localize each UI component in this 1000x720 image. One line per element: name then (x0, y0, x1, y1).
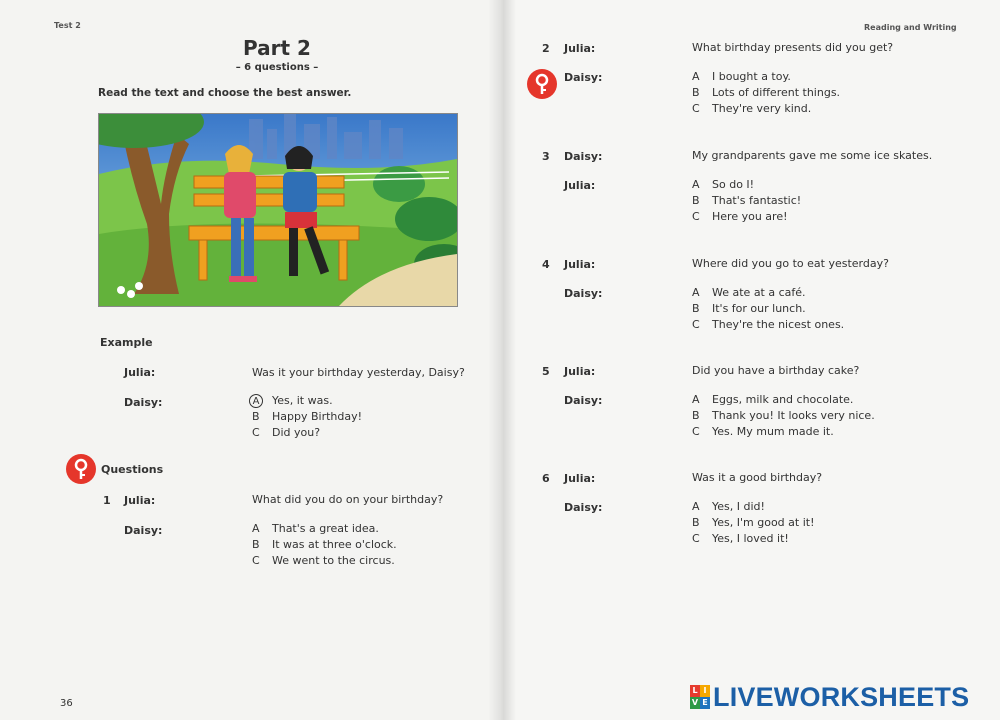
q1-prompt: What did you do on your birthday? (252, 493, 444, 506)
q4-speaker1: Julia: (564, 258, 596, 271)
questions-label: Questions (101, 463, 164, 476)
q1-options (252, 521, 397, 569)
option (252, 393, 362, 409)
q5-speaker2: Daisy: (564, 394, 603, 407)
section-header: Reading and Writing (864, 23, 957, 32)
question-number: 6 (542, 472, 550, 485)
q3-speaker1: Daisy: (564, 150, 603, 163)
q6-prompt: Was it a good birthday? (692, 471, 823, 484)
option-text: So do I! (712, 178, 755, 191)
badge-letter: I (700, 685, 710, 697)
badge-letter: L (690, 685, 700, 697)
option-text: I bought a toy. (712, 70, 791, 83)
option-letter: C (692, 102, 700, 115)
option-b[interactable] (692, 515, 814, 531)
option-text: We went to the circus. (272, 554, 395, 567)
option-c[interactable] (692, 101, 840, 117)
option-text: Happy Birthday! (272, 410, 363, 423)
option-text: They're very kind. (712, 102, 812, 115)
circled-answer-marker: A (249, 394, 263, 408)
question-number: 2 (542, 42, 550, 55)
option-letter: B (692, 194, 700, 207)
key-icon (66, 454, 96, 484)
q6-options (692, 499, 814, 547)
option-text: Yes. My mum made it. (712, 425, 834, 438)
option-letter: B (692, 86, 700, 99)
q1-speaker-daisy: Daisy: (124, 524, 163, 537)
option-a[interactable] (692, 177, 801, 193)
option-text: Thank you! It looks very nice. (712, 409, 875, 422)
q1-speaker-julia: Julia: (124, 494, 156, 507)
q6-speaker2: Daisy: (564, 501, 603, 514)
option-text: It's for our lunch. (712, 302, 806, 315)
part-subtitle: – 6 questions – (235, 62, 319, 73)
option-letter: B (692, 409, 700, 422)
logo-wordmark: LIVEWORKSHEETS (713, 681, 970, 712)
option-letter: C (692, 532, 700, 545)
option-letter: C (692, 210, 700, 223)
option-letter: A (692, 178, 700, 191)
option-b[interactable] (252, 537, 397, 553)
q2-prompt: What birthday presents did you get? (692, 41, 894, 54)
option-letter: B (252, 410, 260, 423)
question-number: 1 (103, 494, 111, 507)
test-header: Test 2 (54, 21, 81, 30)
option (252, 425, 362, 441)
key-icon (527, 69, 557, 99)
option-letter: A (692, 286, 700, 299)
option-letter: B (252, 538, 260, 551)
option-b[interactable] (692, 193, 801, 209)
park-scene-image (99, 114, 457, 306)
option-c[interactable] (692, 317, 844, 333)
option-a[interactable] (692, 69, 840, 85)
option-text: Yes, it was. (272, 394, 333, 407)
option-text: It was at three o'clock. (272, 538, 397, 551)
q3-options (692, 177, 801, 225)
option-b[interactable] (692, 301, 844, 317)
instruction-text: Read the text and choose the best answer. (98, 87, 352, 99)
option-b[interactable] (692, 408, 875, 424)
option-a[interactable] (692, 392, 875, 408)
q6-speaker1: Julia: (564, 472, 596, 485)
option-text: Here you are! (712, 210, 788, 223)
option-text: Yes, I did! (712, 500, 765, 513)
option-c[interactable] (692, 424, 875, 440)
option-c[interactable] (252, 553, 397, 569)
question-number: 4 (542, 258, 550, 271)
option-text: Did you? (272, 426, 321, 439)
option-letter: A (692, 500, 700, 513)
option (252, 409, 362, 425)
example-label: Example (100, 336, 153, 349)
option-text: That's fantastic! (712, 194, 802, 207)
question-number: 5 (542, 365, 550, 378)
right-page (502, 0, 1000, 720)
logo-badge (690, 685, 710, 709)
q2-speaker1: Julia: (564, 42, 596, 55)
example-speaker-julia: Julia: (124, 366, 156, 379)
option-text: Yes, I loved it! (712, 532, 789, 545)
q5-speaker1: Julia: (564, 365, 596, 378)
option-letter: C (252, 426, 260, 439)
option-letter: A (692, 70, 700, 83)
option-b[interactable] (692, 85, 840, 101)
option-letter: B (692, 302, 700, 315)
option-letter: B (692, 516, 700, 529)
option-text: They're the nicest ones. (712, 318, 845, 331)
example-speaker-daisy: Daisy: (124, 396, 163, 409)
option-c[interactable] (692, 209, 801, 225)
badge-letter: E (700, 697, 710, 709)
book-gutter (488, 0, 516, 720)
q5-prompt: Did you have a birthday cake? (692, 364, 860, 377)
option-text: We ate at a café. (712, 286, 806, 299)
option-letter: A (252, 522, 260, 535)
option-a[interactable] (692, 499, 814, 515)
q4-speaker2: Daisy: (564, 287, 603, 300)
option-text: Lots of different things. (712, 86, 841, 99)
option-text: That's a great idea. (272, 522, 379, 535)
option-letter: A (692, 393, 700, 406)
option-letter: C (692, 425, 700, 438)
example-question: Was it your birthday yesterday, Daisy? (252, 366, 465, 379)
q3-speaker2: Julia: (564, 179, 596, 192)
page-number: 36 (60, 698, 73, 709)
q2-options (692, 69, 840, 117)
option-letter: C (692, 318, 700, 331)
q5-options (692, 392, 875, 440)
option-text: Yes, I'm good at it! (712, 516, 815, 529)
option-text: Eggs, milk and chocolate. (712, 393, 854, 406)
option-a[interactable] (252, 521, 397, 537)
q4-prompt: Where did you go to eat yesterday? (692, 257, 889, 270)
option-letter: C (252, 554, 260, 567)
example-options (252, 393, 362, 441)
q3-prompt: My grandparents gave me some ice skates. (692, 149, 933, 162)
option-c[interactable] (692, 531, 814, 547)
badge-letter: V (691, 698, 699, 707)
question-number: 3 (542, 150, 550, 163)
q4-options (692, 285, 844, 333)
liveworksheets-logo[interactable] (690, 682, 969, 712)
park-bench-illustration (98, 113, 458, 307)
option-a[interactable] (692, 285, 844, 301)
q2-speaker2: Daisy: (564, 71, 603, 84)
part-title: Part 2 (243, 36, 311, 60)
